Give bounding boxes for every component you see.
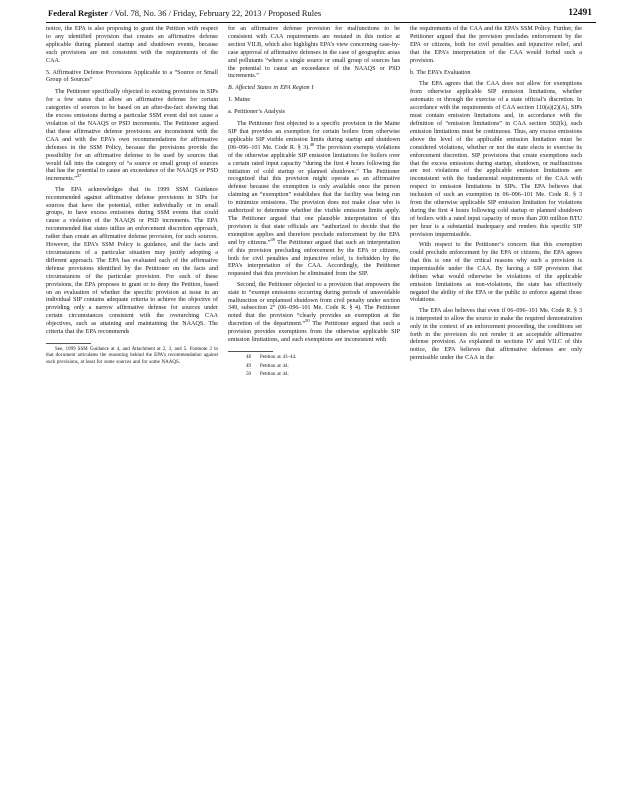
subsection-heading: a. Petitioner’s Analysis: [228, 109, 286, 116]
paragraph: notice, the EPA is also proposing to grant the Petition with respect to any identified provision that creates an affirmative defense applicable during planned startup and shutdown events, because such provisions are not consistent with the requirements of the CAA.: [46, 26, 218, 64]
footnote-ref: 47: [76, 173, 82, 179]
footnote-number: 50: [246, 372, 251, 378]
page-number: 12491: [568, 8, 592, 18]
footnote-text: Petition at 44.: [260, 372, 289, 378]
paragraph: [228, 121, 400, 279]
footnote-ref: 49: [270, 236, 275, 242]
paragraph-text: The Petitioner first objected to a specific provision in the Maine SIP that provides an exemption for certain boilers from otherwise applicable SIP visible emission limits during startup and shutdown (06–096–101 Me. Code R. § 3).: [228, 121, 400, 151]
paragraph-text: The Petitioner argued that such a provision provides exemptions from the otherwise applicable SIP emission limitations, and such exemptions are inconsistent with: [228, 321, 400, 344]
footnote-number: 49: [246, 363, 251, 369]
footnote-ref: 50: [305, 318, 310, 324]
section-heading: b. The EPA’s Evaluation: [410, 69, 471, 76]
paragraph: The EPA also believes that even if 06–096–101 Me. Code R. § 3 is interpreted to allow the source to make the required demonstration only in the context of an enforcement proceeding, the conditions set forth in the provision do not render it an acceptable affirmative defense provision. As explained in sections IV and VII.C of this notice, the EPA believes that affirmative defenses are only permissible under the CAA in the: [410, 307, 582, 362]
footnote-rule: [46, 343, 91, 344]
page-header: [48, 6, 592, 20]
paragraph: [228, 282, 400, 345]
column-middle: [228, 26, 400, 381]
paragraph: for an affirmative defense provision for malfunctions to be consistent with CAA requirements are restated in this notice at section VII.B, which also highlights EPA’s view concerning case-by-case approval of affirmative defenses in the case of geographic areas and pollutants “where a single source or small group of sources has the potential to cause an exceedance of the NAAQS or PSD increments.”: [228, 26, 400, 80]
paragraph: The EPA agrees that the CAA does not allow for exemptions from otherwise applicable SIP emission limitations, whether automatic or through the exercise of a state official’s discretion. In accordance with the requirements of CAA section 110(a)(2)(A), SIPs must contain emission limitations and, in accordance with the definition of “emission limitations” in CAA section 302(k), such emission limitations must be continuous. Thus, any excess emissions above the level of the applicable emission limitation must be considered violations, whether or not the state elects to exercise its enforcement discretion. SIP provisions that create exemptions such that the excess emissions during startup, shutdown, or malfunctions are not violations of the applicable emission limitations are inconsistent with the fundamental requirements of the CAA with respect to emission limitations in SIPs. The EPA believes that inclusion of such an exemption in 06–096–101 Me. Code R. § 3 from the otherwise applicable SIP emission limitation for violations during the first 4 hours following cold startup or planned shutdown of boilers with a rated input capacity of more than 200 million BTU per hour is a substantial inadequacy and renders this specific SIP provision impermissible.: [410, 81, 582, 238]
footnote-rule: [228, 351, 273, 352]
journal-name: Federal Register: [48, 8, 109, 18]
footnote-ref: 48: [309, 141, 315, 147]
footnote-number: 48: [246, 355, 251, 361]
paragraph: With respect to the Petitioner’s concern that this exemption could preclude enforcement by the EPA or citizens, the EPA agrees that this is one of the critical reasons why such a provision is impermissible under the CAA. By having a SIP provision that defines what would otherwise be violations of the applicable emission limitations as non-violations, the state has effectively negated the ability of the EPA or the public to enforce against those violations.: [410, 242, 582, 304]
footnote: See, 1999 SSM Guidance at 4, and Attachment at 2, 3, and 5. Footnote 2 to that document articulates the reasoning behind the EPA’s recommendation against such provisions, at least for some sources and for some NAAQS.: [46, 346, 218, 365]
section-heading: 5. Affirmative Defense Provisions Applicable to a “Source or Small Group of Sources”: [46, 69, 218, 84]
paragraph-text: The Petitioner argued that such an interpretation of this provision precluding enforcement by the EPA or citizens, both for civil penalties and injunctive relief, is forbidden by the EPA’s interpretation of the CAA. Accordingly, the Petitioner requested that this provision be eliminated from the SIP.: [228, 239, 400, 278]
footnote-text: Petition at 44.: [260, 363, 289, 369]
paragraph: the requirements of the CAA and the EPA’s SSM Policy. Further, the Petitioner argued that the provision precludes enforcement by the EPA or citizens, both for civil penalties and injunctive relief, and that the EPA’s interpretation of the CAA would forbid such a provision.: [410, 26, 582, 64]
paragraph-text: The Petitioner specifically objected to existing provisions in SIPs for a few states that allow an affirmative defense for certain categories of sources to be based on an after-the-fact showing that the excess emissions during a particular SSM event did not cause a violation of the NAAQS or PSD increments. The Petitioner argued that these affirmative defense provisions are inconsistent with the CAA and with the EPA’s own recommendations for affirmative defenses in the SSM Policy, because the provisions provide the possibility for an affirmative defense to be used by sources that would fall into the category of “a source or small group of sources that has the potential to cause an exceedance of the NAAQS or PSD increments.”: [46, 89, 218, 183]
footnote: [228, 364, 400, 370]
footnote: [228, 372, 400, 378]
paragraph-text: The provision exempts violations of the otherwise applicable SIP emission limitations for boilers over a certain rated input capacity “during the first 4 hours following the initiation of cold startup or planned shutdown.” The Petitioner recognized that this provision might operate as an affirmative defense because the exemption is only available once the person claiming an “exemption” establishes that the facility was being run to minimize emissions. The provision does not make clear who is authorized to determine whether the visible emission limits apply. The Petitioner argued that one plausible interpretation of this provision is that state officials are “authorized to decide that the exemption applies and therefore preclude enforcement by the EPA and by citizens.”: [228, 144, 400, 246]
paragraph: [46, 89, 218, 184]
header-rule: [46, 22, 596, 23]
column-right: [410, 26, 582, 366]
paragraph: The EPA acknowledges that its 1999 SSM Guidance recommended against affirmative defense provisions in SIPs for sources that have the potential, either individually or in small groups, to have excess emissions during SSM events that could cause a violation of the NAAQS or PSD increments. The EPA recommended that states utilize an enforcement discretion approach, rather than create an affirmative defense provision, for such sources. However, the EPA’s SSM Policy is guidance, and the facts and circumstances of a particular situation may justify adopting a different approach. The EPA has evaluated each of the affirmative defense provisions identified by the Petitioner on the facts and circumstances of the particular provision. For each of these provisions, the EPA proposes to grant or to deny the Petition, based on an evaluation of whether the specific provision at issue in an individual SIP contains adequate criteria to achieve the objective of providing only a narrow affirmative defense for sources under certain circumstances consistent with the overarching CAA objectives, such as attaining and maintaining the NAAQS. The criteria that the EPA recommends: [46, 186, 218, 336]
footnote: [228, 355, 400, 361]
subsection-heading: 1. Maine: [228, 97, 251, 104]
section-heading: B. Affected States in EPA Region I: [228, 85, 314, 92]
issue-details: / Vol. 78, No. 36 / Friday, February 22, 2013 / Proposed Rules: [110, 8, 322, 18]
paragraph-text: Second, the Petitioner objected to a provision that empowers the state to “exempt emissions occurring during periods of unavoidable malfunction or unplanned shutdown from civil penalty under section 349, subsection 2” (06–096–101 Me. Code R. § 4). The Petitioner noted that the provision “clearly provides an exemption at the discretion of the department.”: [228, 281, 400, 328]
footnote-text: Petition at 43–44.: [260, 355, 297, 361]
column-left: [46, 26, 218, 369]
